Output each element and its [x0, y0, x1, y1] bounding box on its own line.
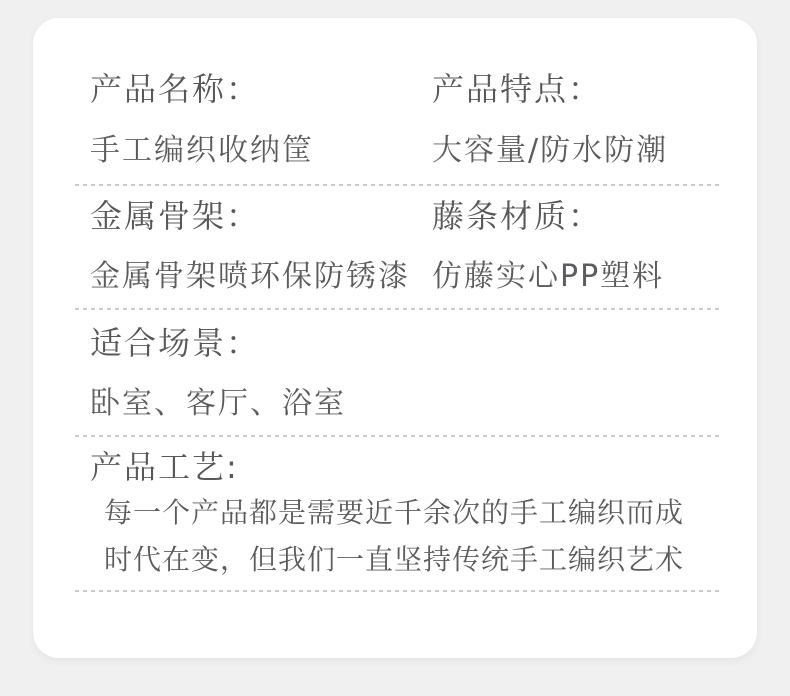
metal-frame-value: 金属骨架喷环保防锈漆	[90, 259, 410, 294]
product-spec-card	[33, 18, 757, 658]
rattan-material-label: 藤条材质：	[432, 197, 603, 235]
rattan-material-value: 仿藤实心PP塑料	[432, 259, 665, 294]
section-divider	[75, 435, 720, 437]
product-features-value: 大容量/防水防潮	[432, 133, 669, 168]
suitable-scenes-value: 卧室、客厅、浴室	[90, 386, 346, 421]
craftsmanship-label: 产品工艺:	[90, 448, 239, 486]
metal-frame-label: 金属骨架：	[90, 197, 261, 235]
product-name-value: 手工编织收纳筐	[90, 133, 314, 168]
section-divider	[75, 308, 720, 310]
craftsmanship-line-2: 时代在变，但我们一直坚持传统手工编织艺术	[104, 543, 685, 576]
craftsmanship-line-1: 每一个产品都是需要近千余次的手工编织而成	[104, 496, 685, 529]
product-name-label: 产品名称：	[90, 70, 261, 108]
product-features-label: 产品特点：	[432, 70, 603, 108]
suitable-scenes-label: 适合场景：	[90, 324, 261, 362]
section-divider	[75, 184, 720, 186]
section-divider	[75, 590, 720, 592]
